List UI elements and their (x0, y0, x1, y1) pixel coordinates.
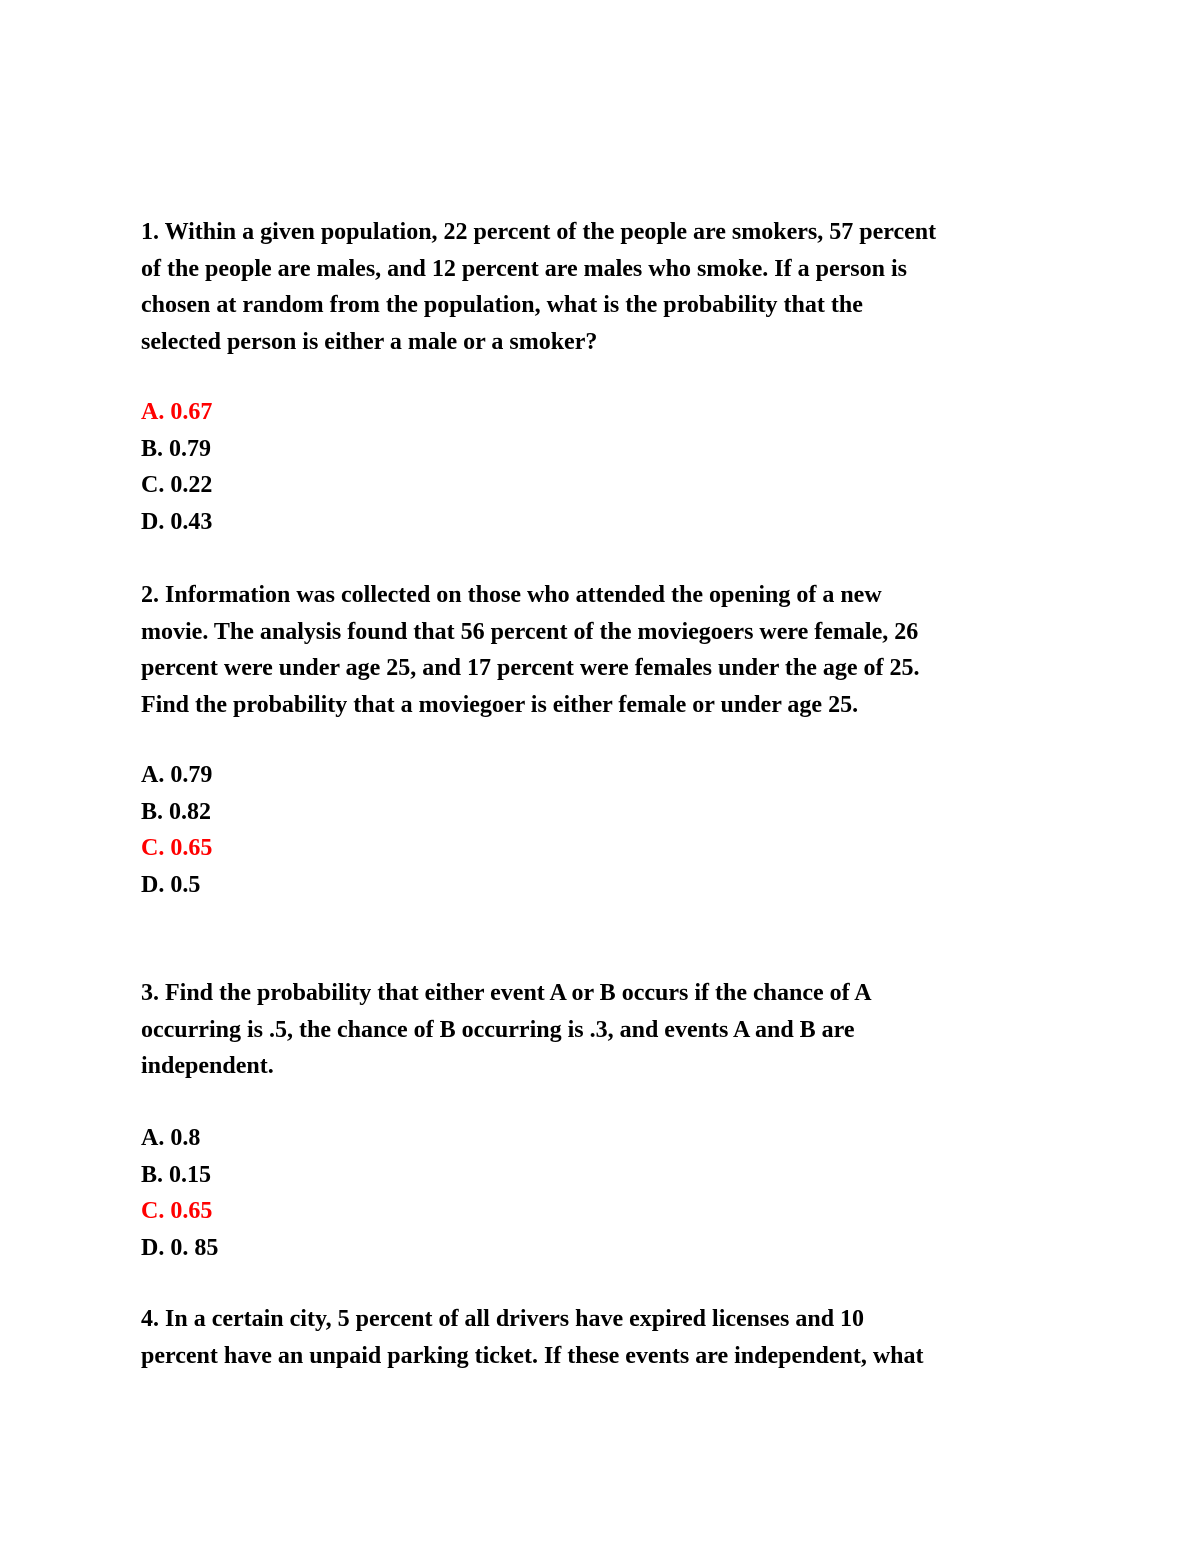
question-1-line-3: chosen at random from the population, what is the probability that the (141, 292, 863, 318)
question-4 (141, 1301, 1061, 1374)
question-1-option-b: B. 0.79 (141, 435, 212, 462)
question-1 (141, 214, 1061, 360)
question-1-option-c: C. 0.22 (141, 472, 213, 498)
question-1-line-4: selected person is either a male or a smoker? (141, 328, 598, 355)
question-3-options (141, 1120, 541, 1266)
question-2-option-a: A. 0.79 (141, 762, 213, 788)
question-3-line-3: independent. (141, 1053, 274, 1079)
question-2-line-2: movie. The analysis found that 56 percent of the moviegoers were female, 26 (141, 618, 919, 645)
question-4-line-2: percent have an unpaid parking ticket. If these events are independent, what (141, 1342, 924, 1369)
question-1-line-2: of the people are males, and 12 percent are males who smoke. If a person is (141, 255, 907, 282)
question-1-option-d: D. 0.43 (141, 508, 213, 535)
question-3-line-1: 3. Find the probability that either event A or B occurs if the chance of A (141, 980, 872, 1006)
question-3-option-b: B. 0.15 (141, 1161, 212, 1188)
question-2-options (141, 757, 541, 903)
question-4-line-1: 4. In a certain city, 5 percent of all drivers have expired licenses and 10 (141, 1306, 865, 1332)
question-2-option-c: C. 0.65 (141, 835, 213, 861)
question-1-line-1: 1. Within a given population, 22 percent of the people are smokers, 57 percent (141, 219, 937, 245)
question-1-option-a: A. 0.67 (141, 399, 213, 425)
question-3-option-a: A. 0.8 (141, 1125, 201, 1151)
question-2-option-d: D. 0.5 (141, 871, 201, 898)
question-2-line-1: 2. Information was collected on those who attended the opening of a new (141, 582, 882, 608)
question-1-options (141, 394, 541, 540)
question-3-option-d: D. 0. 85 (141, 1234, 219, 1261)
question-2-line-3: percent were under age 25, and 17 percent were females under the age of 25. (141, 655, 920, 681)
question-3 (141, 975, 1061, 1085)
question-3-line-2: occurring is .5, the chance of B occurring is .3, and events A and B are (141, 1016, 855, 1043)
question-2 (141, 577, 1061, 723)
question-2-option-b: B. 0.82 (141, 798, 212, 825)
question-3-option-c: C. 0.65 (141, 1198, 213, 1224)
question-2-line-4: Find the probability that a moviegoer is either female or under age 25. (141, 691, 859, 718)
